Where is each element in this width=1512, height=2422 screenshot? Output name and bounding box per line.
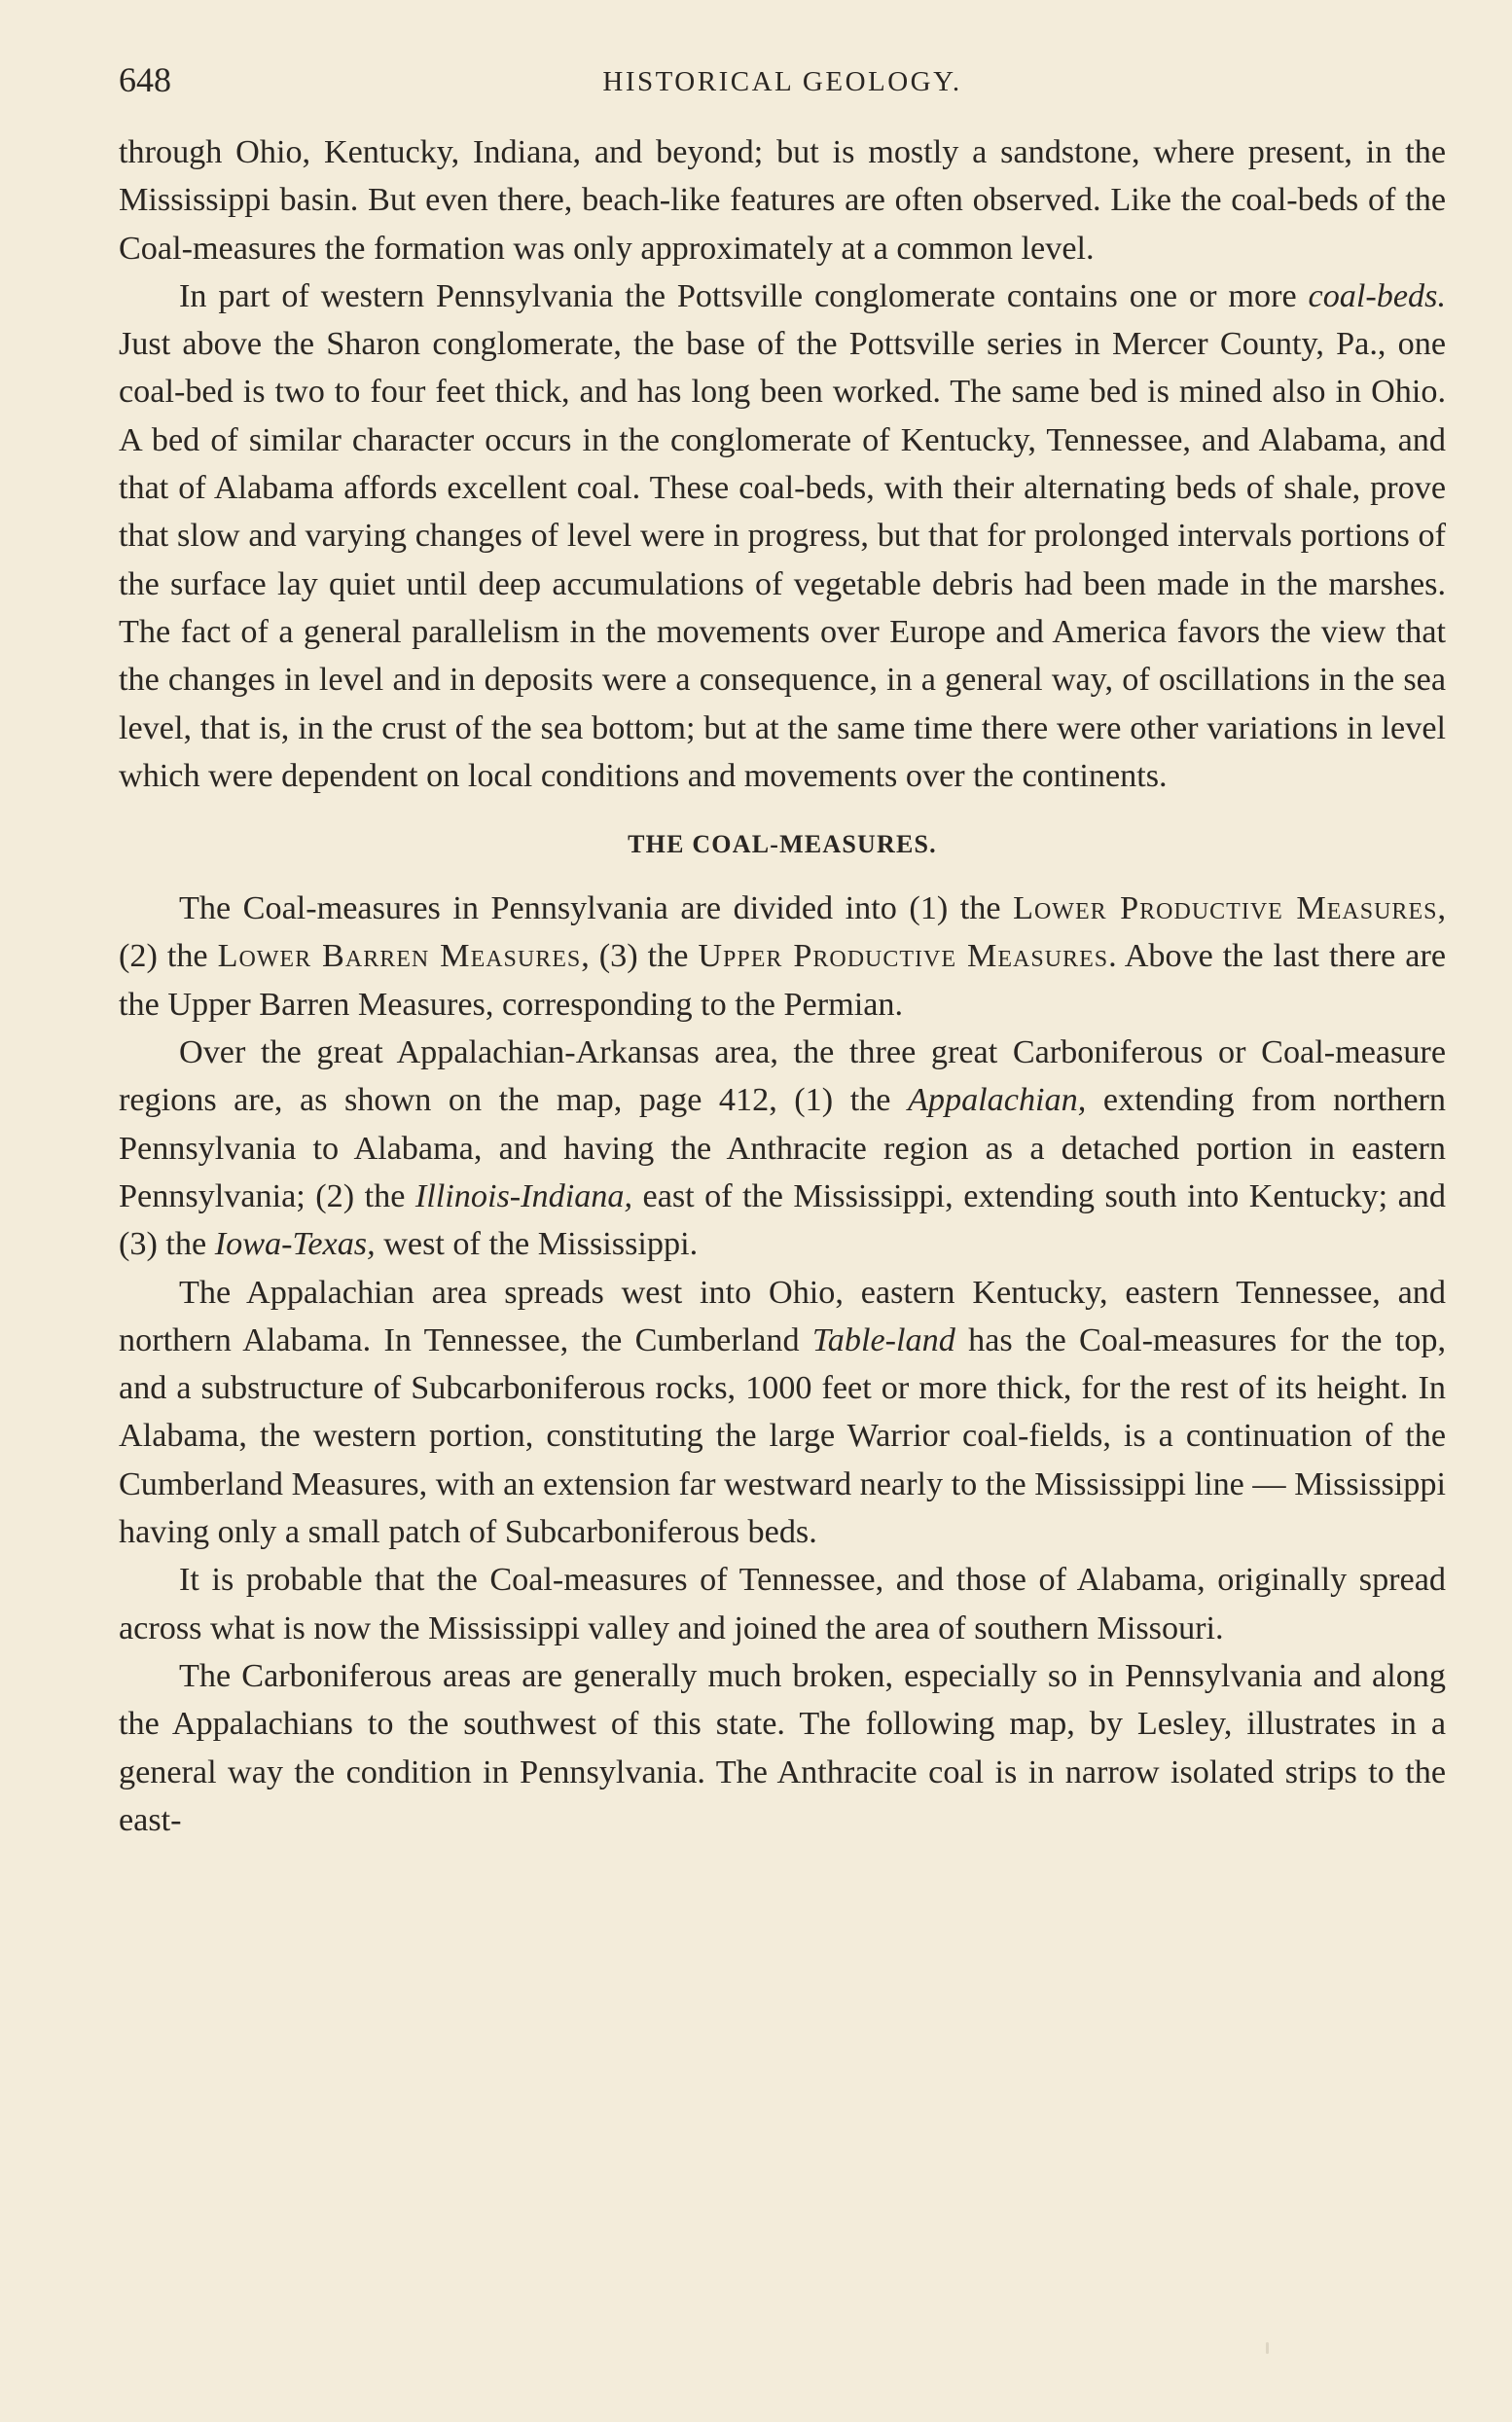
paragraph-text: The Appalachian area spreads west into Ohio, eastern Kentucky, eastern Tennessee, and northern Alabama. In Tennessee, the Cumberland xyxy=(119,1274,1446,1358)
paragraph-text: , (2) the xyxy=(119,890,1446,975)
section-heading: THE COAL-MEASURES. xyxy=(628,830,937,859)
paragraph-text: The Coal-measures in Pennsylvania are divided into (1) the xyxy=(179,890,1014,927)
paragraph-text: The Carboniferous areas are generally much broken, especially so in Pennsylvania and along the Appalachians to the southwest of this state. The following map, by Lesley, illustrates in a general way the condition in Pennsylvania. The Anthracite coal is in narrow isolated strips to the east- xyxy=(119,1657,1446,1838)
italic-term: Table-land xyxy=(811,1321,955,1358)
paragraph-text: Over the great Appalachian-Arkansas area, the three great Carboniferous or Coal-measure regions are, as shown on the map, page 412, (1) the xyxy=(119,1034,1446,1119)
small-caps-term: Upper Productive Measures xyxy=(698,938,1109,975)
paragraph-pottsville-coal-beds xyxy=(119,272,1446,800)
body-text xyxy=(119,128,1446,1844)
paragraph-text: In part of western Pennsylvania the Pottsville conglomerate contains one or more xyxy=(179,277,1309,314)
paragraph-text: Just above the Sharon conglomerate, the base of the Pottsville series in Mercer County, Pa., one coal-bed is two to four feet thick, and has long been worked. The same bed is mined also in Ohio. A bed of similar character occurs in the conglomerate of Kentucky, Tennessee, and Alabama, and that of Alabama affords excellent coal. These coal-beds, with their alternating beds of shale, prove that slow and varying changes of level were in progress, but that for prolonged intervals portions of the surface lay quiet until deep accumulations of vegetable debris had been made in the marshes. The fact of a general parallelism in the movements over Europe and America favors the view that the changes in level and in deposits were a consequence, in a general way, of oscillations in the sea level, that is, in the crust of the sea bottom; but at the same time there were other variations in level which were dependent on local conditions and movements over the continents. xyxy=(119,326,1446,794)
paper-spot xyxy=(1266,2342,1269,2354)
small-caps-term: Lower Productive Measures xyxy=(1013,890,1438,927)
paragraph-carboniferous-areas xyxy=(119,1652,1446,1844)
paragraph-continued xyxy=(119,128,1446,272)
paragraph-text: . Above the last there are the Upper Barren Measures, corresponding to the Permian. xyxy=(119,938,1446,1023)
paragraph-text: east of the Mississippi, extending south into Kentucky; and (3) the xyxy=(119,1177,1446,1263)
paragraph-regions xyxy=(119,1029,1446,1268)
italic-term: Appalachian, xyxy=(908,1082,1087,1119)
running-title: HISTORICAL GEOLOGY. xyxy=(602,66,962,97)
small-caps-term: Lower Barren Measures xyxy=(217,938,582,975)
paragraph-text: has the Coal-measures for the top, and a substructure of Subcarboniferous rocks, 1000 feet or more thick, for the rest of its height. In Alabama, the western portion, constituting the large Warrior coal-fields, is a continuation of the Cumberland Measures, with an extension far westward nearly to the Mississippi line — Mississippi having only a small patch of Subcarboniferous beds. xyxy=(119,1321,1446,1551)
paragraph-mississippi-valley xyxy=(119,1556,1446,1652)
paragraph-text: west of the Mississippi. xyxy=(375,1226,699,1263)
italic-term: Iowa-Texas, xyxy=(214,1226,376,1263)
paragraph-text: through Ohio, Kentucky, Indiana, and beyond; but is mostly a sandstone, where present, in the Mississippi basin. But even there, beach-like features are often observed. Like the coal-beds of the Coal-measures the formation was only approximately at a common level. xyxy=(119,134,1446,267)
paragraph-text: It is probable that the Coal-measures of Tennessee, and those of Alabama, originally spread across what is now the Mississippi valley and joined the area of southern Missouri. xyxy=(119,1562,1446,1646)
italic-term: coal-beds. xyxy=(1308,277,1446,314)
running-head xyxy=(119,51,1446,109)
paragraph-divisions xyxy=(119,885,1446,1029)
paragraph-text: extending from northern Pennsylvania to Alabama, and having the Anthracite region as a detached portion in eastern Pennsylvania; (2) the xyxy=(119,1082,1446,1214)
paragraph-text: , (3) the xyxy=(581,938,699,975)
italic-term: Illinois-Indiana, xyxy=(414,1177,633,1214)
paragraph-appalachian-area xyxy=(119,1269,1446,1557)
page-number: 648 xyxy=(119,60,171,99)
